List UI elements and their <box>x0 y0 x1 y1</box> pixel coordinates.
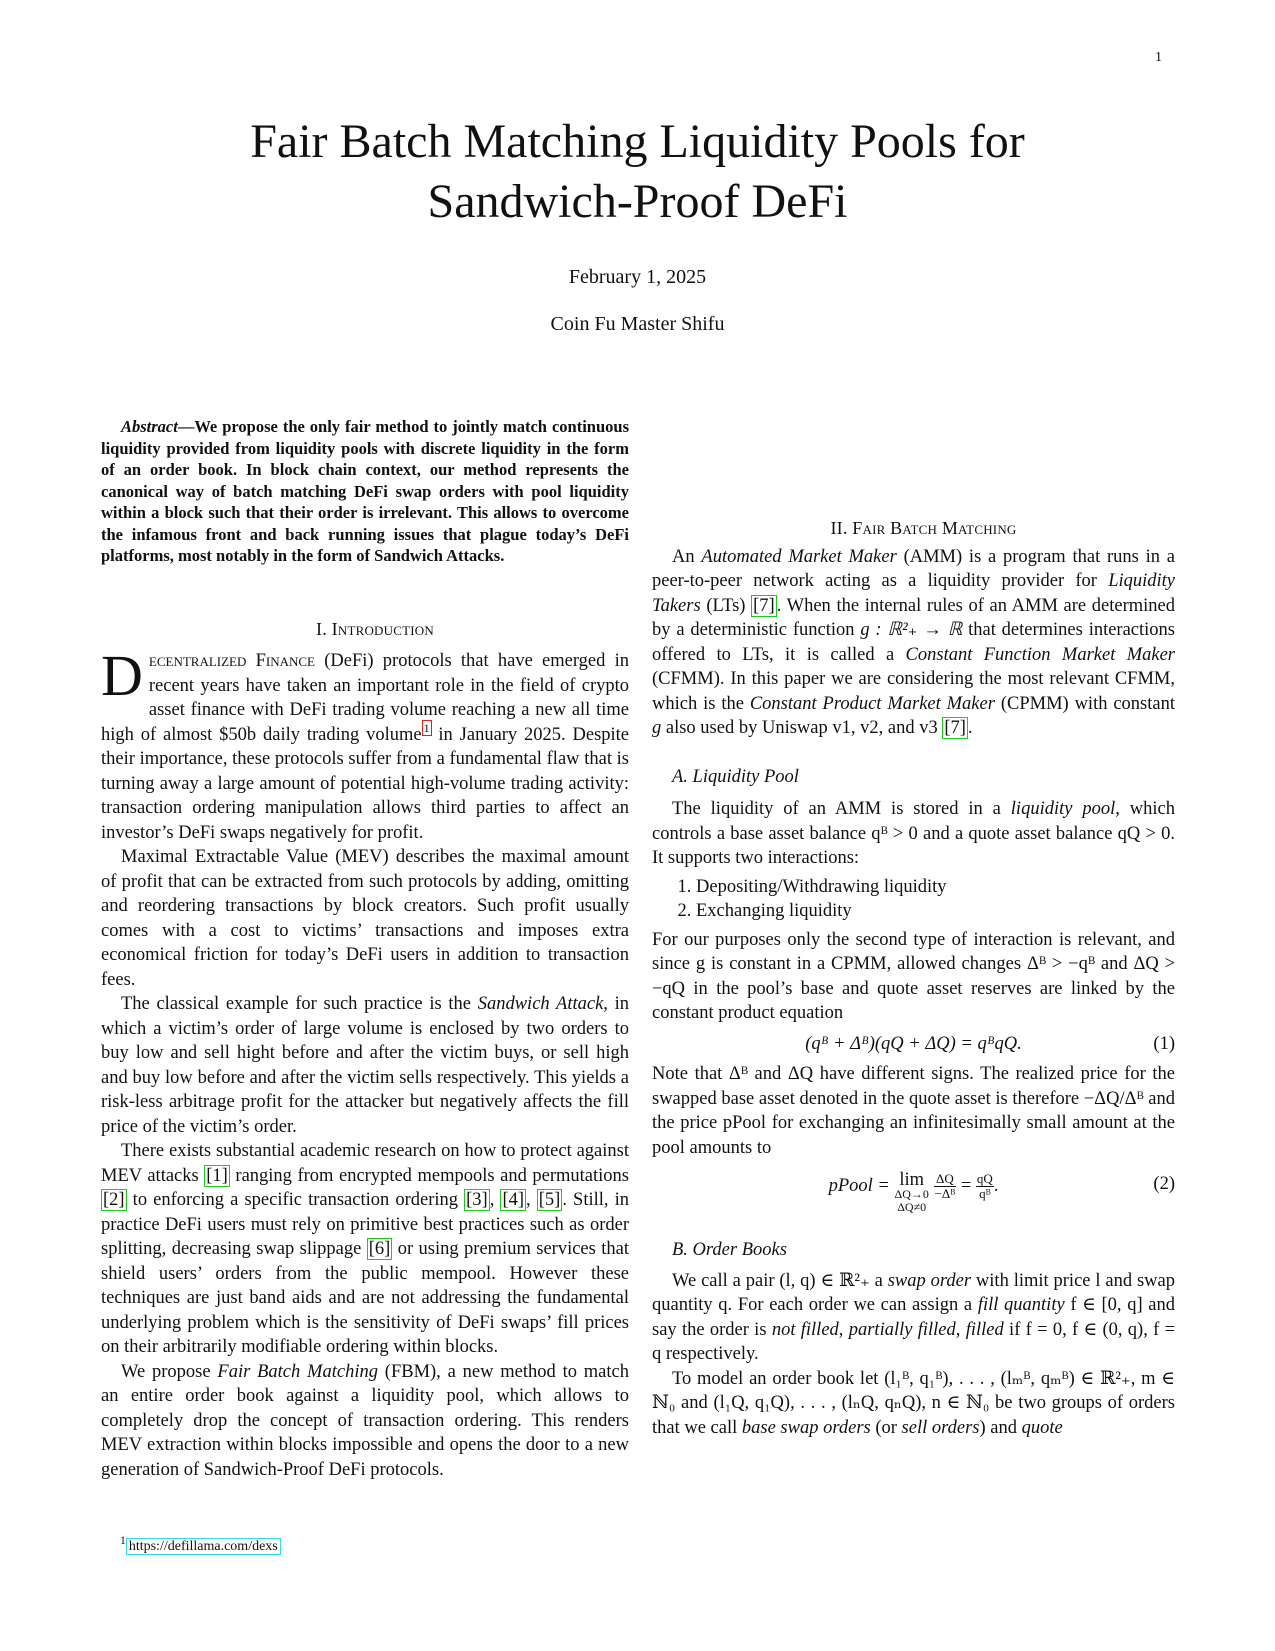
citation-link-7b[interactable]: [7] <box>944 718 966 738</box>
list-item: 2. Exchanging liquidity <box>696 899 1175 924</box>
footnote-mark: 1 <box>120 1534 126 1547</box>
liquidity-pool-paragraph-3: Note that Δᴮ and ΔQ have different signs. The realized price for the swapped base asset denoted in the quote asset is therefore −ΔQ/Δᴮ and the price pPool for exchanging an infinitesimally small amount at the pool amounts to <box>652 1064 1175 1158</box>
liquidity-pool-paragraph-2: For our purposes only the second type of interaction is relevant, and since g is constant in a CPMM, allowed changes Δᴮ > −qᴮ and ΔQ > −qQ in the pool’s base and quote asset reserves are linked by the constant product equation <box>652 929 1175 1023</box>
footnote <box>120 1534 281 1555</box>
ob-emphasis-not-filled: not filled <box>771 1319 839 1340</box>
abstract <box>101 416 629 567</box>
section-title: Introduction <box>331 618 434 639</box>
fraction-delta <box>934 1172 957 1201</box>
equation-1-body: (qᴮ + Δᴮ)(qQ + ΔQ) = qᴮqQ. <box>805 1033 1022 1054</box>
limit-condition-1: ΔQ→0 <box>894 1187 929 1201</box>
abstract-label: Abstract <box>121 417 178 436</box>
ob-emphasis-fill-quantity: fill quantity <box>977 1295 1065 1315</box>
intro-p1-text-a: (DeFi) protocols that have emerged in recent years have taken an important role in the field of crypto asset finance with DeFi trading volume reaching a new all time high of almost $50b daily trading volume <box>101 651 629 745</box>
equation-1-number: (1) <box>1153 1033 1175 1054</box>
fraction-denominator: qᴮ <box>979 1186 991 1201</box>
s2-text-c: (LTs) <box>700 595 752 616</box>
s2-text-h: also used by Uniswap v1, v2, and v3 <box>661 718 943 738</box>
s2-emphasis-amm: Automated Market Maker <box>701 546 897 567</box>
title-line-1: Fair Batch Matching Liquidity Pools for <box>250 115 1025 168</box>
intro-p5-text-b: (FBM), a new method to match an entire order book against a liquidity pool, which allows to completely drop the concept of transaction ordering. This renders MEV extraction within blocks impossible and opens the door to a new generation of Sandwich-Proof DeFi protocols. <box>101 1361 629 1480</box>
fraction-balance <box>976 1172 994 1201</box>
citation-link-6[interactable]: [6] <box>368 1239 391 1259</box>
abstract-text: —We propose the only fair method to jointly match continuous liquidity provided from liquidity pools with discrete liquidity in the form of an order book. In block chain context, our method represents the canonical way of batch matching DeFi swap orders with pool liquidity within a block such that their order is irrelevant. This allows to overcome the infamous front and back running issues that plague today’s DeFi platforms, most notably in the form of Sandwich Attacks. <box>101 417 629 565</box>
section-heading-introduction <box>101 617 629 642</box>
limit-word: lim <box>899 1170 925 1190</box>
equation-2 <box>652 1172 1175 1224</box>
s2-text-g: (CPMM) with constant <box>994 693 1175 714</box>
equation-period: . <box>993 1175 999 1196</box>
ob2-emphasis-quote: quote <box>1021 1417 1063 1438</box>
intro-paragraph-1 <box>101 643 630 845</box>
order-books-paragraph-1 <box>652 1269 1175 1367</box>
s2-text-i: . <box>967 718 973 738</box>
intro-lead-words: ecentralized Finance <box>148 651 316 671</box>
s2-text-a: An <box>672 546 702 567</box>
ob-emphasis-swap-order: swap order <box>887 1270 972 1291</box>
s2-text-e: that determines interactions offered to LTs, it is called a <box>652 620 1175 665</box>
ob-text-a: We call a pair (l, q) ∈ ℝ²₊ a <box>672 1270 888 1291</box>
equation-2-lhs: pPool = <box>828 1175 895 1196</box>
ob-emphasis-filled: filled <box>965 1319 1004 1340</box>
citation-link-7[interactable]: [7] <box>753 595 775 616</box>
lp-text-a: The liquidity of an AMM is stored in a <box>672 799 1011 819</box>
equals-sign: = <box>956 1175 976 1196</box>
citation-separator: , <box>526 1190 537 1210</box>
s2-text-f: (CFMM). In this paper we are considering the most relevant CFMM, which is the <box>652 669 1175 714</box>
citation-link-1[interactable]: [1] <box>206 1165 228 1186</box>
citation-link-4[interactable]: [4] <box>502 1190 525 1210</box>
intro-p3-text-a: The classical example for such practice is the <box>121 994 478 1014</box>
ob2-emphasis-base-swap-orders: base swap orders <box>741 1417 871 1438</box>
order-books-paragraph-2 <box>652 1367 1175 1441</box>
citation-separator: , <box>489 1190 501 1210</box>
intro-p5-text-a: We propose <box>121 1361 218 1382</box>
intro-paragraph-5 <box>101 1360 629 1483</box>
intro-paragraph-4 <box>101 1139 629 1360</box>
paper-title <box>0 112 1275 232</box>
intro-p4-text-b: ranging from encrypted mempools and permutations <box>229 1165 629 1186</box>
ob-emphasis-partially-filled: partially filled <box>848 1319 956 1340</box>
list-item: 1. Depositing/Withdrawing liquidity <box>696 875 1175 900</box>
s2-var-g: g <box>652 718 662 738</box>
fraction-denominator: −Δᴮ <box>934 1186 956 1201</box>
paper-date: February 1, 2025 <box>568 266 707 288</box>
intro-paragraph-3 <box>101 992 629 1139</box>
s2-text-d: . When the internal rules of an AMM are determined by a deterministic function <box>652 595 1175 640</box>
section-title: Fair Batch Matching <box>852 518 1017 538</box>
interaction-list <box>652 875 1175 924</box>
section-number: II. <box>830 518 853 538</box>
s2-emphasis-lt: Liquidity Takers <box>652 571 1175 616</box>
ob-text-d: , <box>838 1319 849 1340</box>
section2-paragraph-1 <box>652 545 1175 741</box>
left-column <box>101 416 629 1482</box>
intro-p1-text-b: in January 2025. Despite their importance, these protocols suffer from a fundamental flaw that is turning away a large amount of potential high-volume trading activity: transaction ordering manipulation allows third parties to affect an investor’s DeFi swaps negatively for profit. <box>101 724 630 843</box>
intro-p4-text-d: . Still, in practice DeFi users must rely on primitive best practices such as order splitting, decreasing swap slippage <box>101 1190 630 1259</box>
limit-operator <box>895 1172 929 1214</box>
footnote-ref-link[interactable]: 1 <box>423 721 430 736</box>
citation-link-2[interactable]: [2] <box>103 1190 125 1210</box>
section-number: I. <box>316 618 332 639</box>
lp-text-b: , which controls a base asset balance qᴮ > 0 and a quote asset balance qQ > 0. It supports two interactions: <box>652 799 1175 868</box>
ob2-emphasis-sell-orders: sell orders <box>901 1417 980 1438</box>
section-heading-fair-batch-matching <box>652 516 1175 541</box>
drop-cap: D <box>101 643 143 708</box>
ob-text-b: with limit price l and swap quantity q. For each order we can assign a <box>652 1270 1175 1315</box>
s2-emphasis-cfmm: Constant Function Market Maker <box>905 644 1175 665</box>
s2-text-b: (AMM) is a program that runs in a peer-to-peer network acting as a liquidity provider for <box>652 546 1175 591</box>
intro-p3-text-b: , in which a victim’s order of large volume is enclosed by two orders to buy low and sell hight before and after the victim buys, or sell high and buy low before and after the victim sells respectively. This yields a risk-less arbitrage profit for the attacker but negatively affects the fill price of the victim’s order. <box>101 994 630 1137</box>
ob-text-f: if f = 0, f ∈ (0, q), f = q respectively. <box>652 1319 1176 1364</box>
ob2-text-a: To model an order book let (l₁ᴮ, q₁ᴮ), . . . , (lₘᴮ, qₘᴮ) ∈ ℝ²₊, m ∈ ℕ₀ and (l₁Q, q₁Q), . . . , (lₙQ, qₙQ), n ∈ ℕ₀ be two groups of orders that we call <box>652 1368 1175 1438</box>
s2-emphasis-cpmm: Constant Product Market Maker <box>749 693 995 714</box>
title-line-2: Sandwich-Proof DeFi <box>427 175 848 228</box>
intro-p3-emphasis: Sandwich Attack <box>477 994 604 1014</box>
intro-p5-emphasis: Fair Batch Matching <box>217 1361 378 1382</box>
limit-condition-2: ΔQ≠0 <box>897 1200 927 1214</box>
page-number: 1 <box>1155 50 1162 65</box>
footnote-url-link[interactable]: https://defillama.com/dexs <box>126 1538 281 1555</box>
fraction-numerator: ΔQ <box>934 1172 957 1187</box>
intro-p4-text-e: or using premium services that shield users’ orders from the public mempool. However these techniques are just band aids and are not addressing the fundamental underlying problem which is the sensitivity of DeFi swaps’ fill prices on their arbitrarily modifiable ordering within blocks. <box>101 1239 629 1357</box>
lp-emphasis: liquidity pool <box>1010 799 1116 819</box>
right-column <box>652 416 1175 1440</box>
intro-p4-text-a: There exists substantial academic research on how to protect against MEV attacks <box>101 1141 629 1186</box>
liquidity-pool-paragraph-1 <box>652 797 1175 871</box>
ob-text-c: f ∈ [0, q] and say the order is <box>652 1295 1176 1340</box>
ob2-text-c: ) and <box>979 1417 1022 1438</box>
fraction-numerator: qQ <box>976 1171 993 1186</box>
subsection-heading-liquidity-pool: A. Liquidity Pool <box>672 766 799 787</box>
intro-paragraph-2: Maximal Extractable Value (MEV) describes the maximal amount of profit that can be extracted from such protocols by adding, omitting and reordering transactions by block creators. Such profit usually comes with a cost to victims’ transactions and imposes extra economical friction for today’s DeFi users in addition to transaction fees. <box>101 847 629 990</box>
equation-1 <box>652 1032 1175 1057</box>
paper-author: Coin Fu Master Shifu <box>550 313 725 335</box>
intro-p4-text-c: to enforcing a specific transaction ordering <box>126 1190 465 1210</box>
equation-2-number: (2) <box>1153 1174 1175 1194</box>
s2-function-g: g : ℝ²₊ → ℝ <box>860 620 963 640</box>
ob2-text-b: (or <box>870 1417 902 1438</box>
citation-link-3[interactable]: [3] <box>466 1190 488 1210</box>
citation-link-5[interactable]: [5] <box>538 1190 561 1210</box>
ob-text-e: , <box>955 1319 966 1340</box>
subsection-heading-order-books: B. Order Books <box>672 1240 787 1260</box>
